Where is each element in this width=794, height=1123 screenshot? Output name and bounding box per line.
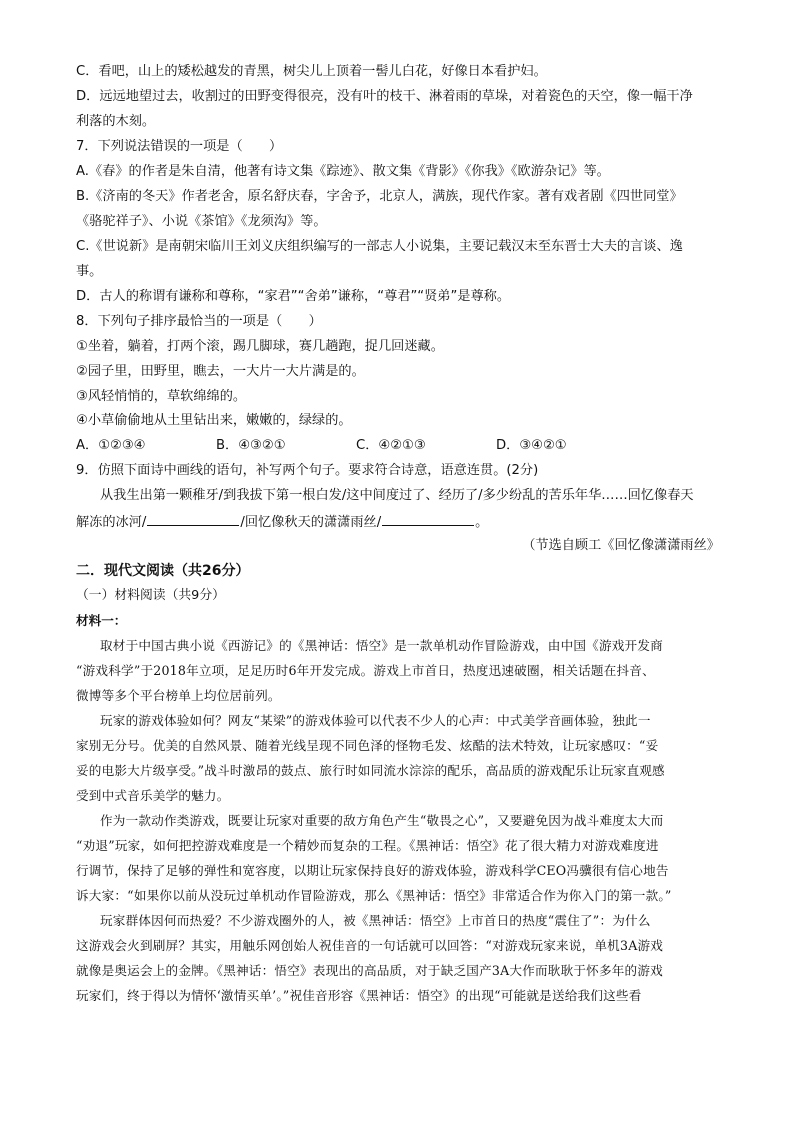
q9-poem-line2	[76, 512, 726, 532]
q8-sentence-3: ③风轻悄悄的，草软绵绵的。	[76, 389, 247, 404]
q9-source: （节选自顾工《回忆像潇潇雨丝》	[522, 538, 720, 553]
passage-line: 诉大家：“如果你以前从没玩过单机动作冒险游戏，那么《黑神话：悟空》非常适合作为你入门的第一款。”	[76, 888, 672, 903]
passage-line: 取材于中国古典小说《西游记》的《黑神话：悟空》是一款单机动作冒险游戏，由中国《游戏开发商	[100, 638, 663, 653]
q9-poem-line1: 从我生出第一颗稚牙/到我拔下第一根白发/这中间度过了、经历了/多少纷乱的苦乐年华……回忆像春天	[100, 488, 694, 503]
q8-sentence-4: ④小草偷偷地从土里钻出来，嫩嫩的，绿绿的。	[76, 413, 352, 428]
q8-option-b: B．④③②①	[216, 438, 286, 453]
passage-line: 玩家的游戏体验如何？网友“某梁”的游戏体验可以代表不少人的心声：中式美学音画体验，独此一	[100, 713, 651, 728]
q7-stem: 7．下列说法错误的一项是（ ）	[76, 139, 283, 154]
q6-option-d-line2: 利落的木刻。	[76, 114, 156, 129]
q9-poem-part-c: 。	[475, 515, 489, 530]
passage-line: 这游戏会火到刷屏？其实，用触乐网创始人祝佳音的一句话就可以回答：“对游戏玩家来说，单机3A游戏	[76, 938, 664, 953]
q8-option-a: A．①②③④	[76, 438, 146, 453]
q9-answer-blank-1[interactable]	[147, 512, 239, 526]
material-label: 材料一：	[76, 613, 127, 628]
q7-option-a: A.《春》的作者是朱自清，他著有诗文集《踪迹》、散文集《背影》《你我》《欧游杂记》等。	[76, 164, 610, 179]
q9-poem-part-a: 解冻的冰河/	[76, 515, 147, 530]
q7-option-d: D．古人的称谓有谦称和尊称，“家君”“舍弟”谦称，“尊君”“贤弟”是尊称。	[76, 289, 511, 304]
passage-line: 微博等多个平台榜单上均位居前列。	[76, 688, 281, 703]
passage-line: 玩家群体因何而热爱？不少游戏圈外的人，被《黑神话：悟空》上市首日的热度“震住了”：为什么	[100, 913, 651, 928]
passage-line: 作为一款动作类游戏，既要让玩家对重要的敌方角色产生“敬畏之心”，又要避免因为战斗难度太大而	[100, 813, 664, 828]
passage-line: 行调节，保持了足够的弹性和宽容度，以期让玩家保持良好的游戏体验，游戏科学CEO冯骥很有信心地告	[76, 863, 669, 878]
q8-option-c: C．④②①③	[356, 438, 426, 453]
q9-poem-part-b: /回忆像秋天的潇潇雨丝/	[240, 515, 382, 530]
q6-option-d-line1: D．远远地望过去，收割过的田野变得很亮，没有叶的枝干、淋着雨的草垛，对着瓷色的天空，像一幅干净	[76, 89, 693, 104]
q9-stem: 9．仿照下面诗中画线的语句，补写两个句子。要求符合诗意，语意连贯。(2分)	[76, 463, 539, 478]
section-title: 二．现代文阅读（共26分）	[76, 563, 250, 579]
passage-line: 受到中式音乐美学的魅力。	[76, 788, 230, 803]
q9-answer-blank-2[interactable]	[382, 512, 474, 526]
q8-sentence-1: ①坐着，躺着，打两个滚，踢几脚球，赛几趟跑，捉几回迷藏。	[76, 339, 444, 354]
q8-stem: 8．下列句子排序最恰当的一项是（ ）	[76, 314, 322, 329]
q8-options	[76, 437, 726, 455]
q7-option-c-line1: C.《世说新》是南朝宋临川王刘义庆组织编写的一部志人小说集，主要记载汉末至东晋士大夫的言谈、逸	[76, 239, 683, 254]
passage-line: “游戏科学”于2018年立项，足足历时6年开发完成。游戏上市首日，热度迅速破圈，相关话题在抖音、	[76, 663, 655, 678]
q8-option-d: D．③④②①	[496, 438, 567, 453]
passage-line: “劝退”玩家，如何把控游戏难度是一个精妙而复杂的工程。《黑神话：悟空》花了很大精力对游戏难度进	[76, 838, 659, 853]
passage-line: 妥的电影大片级享受。”战斗时激昂的鼓点、旅行时如同流水淙淙的配乐，高品质的游戏配乐让玩家直观感	[76, 763, 665, 778]
q7-option-b-line1: B.《济南的冬天》作者老舍，原名舒庆春，字舍予，北京人，满族，现代作家。著有戏者剧《四世同堂》	[76, 189, 683, 204]
q8-sentence-2: ②园子里，田野里，瞧去，一大片一大片满是的。	[76, 364, 365, 379]
passage-line: 玩家们，终于得以为情怀‘激情买单’。”祝佳音形容《黑神话：悟空》的出现“可能就是送给我们这些看	[76, 988, 642, 1003]
part-title: （一）材料阅读（共9分）	[76, 588, 225, 603]
passage-line: 就像是奥运会上的金牌。《黑神话：悟空》表现出的高品质，对于缺乏国产3A大作而耿耿于怀多年的游戏	[76, 963, 663, 978]
passage-line: 家别无分号。优美的自然风景、随着光线呈现不同色泽的怪物毛发、炫酷的法术特效，让玩家感叹：“妥	[76, 738, 659, 753]
q7-option-c-line2: 事。	[76, 264, 103, 279]
q6-option-c: C．看吧，山上的矮松越发的青黑，树尖儿上顶着一髻儿白花，好像日本看护妇。	[76, 64, 547, 79]
q7-option-b-line2: 《骆驼祥子》、小说《茶馆》《龙须沟》等。	[76, 214, 327, 229]
